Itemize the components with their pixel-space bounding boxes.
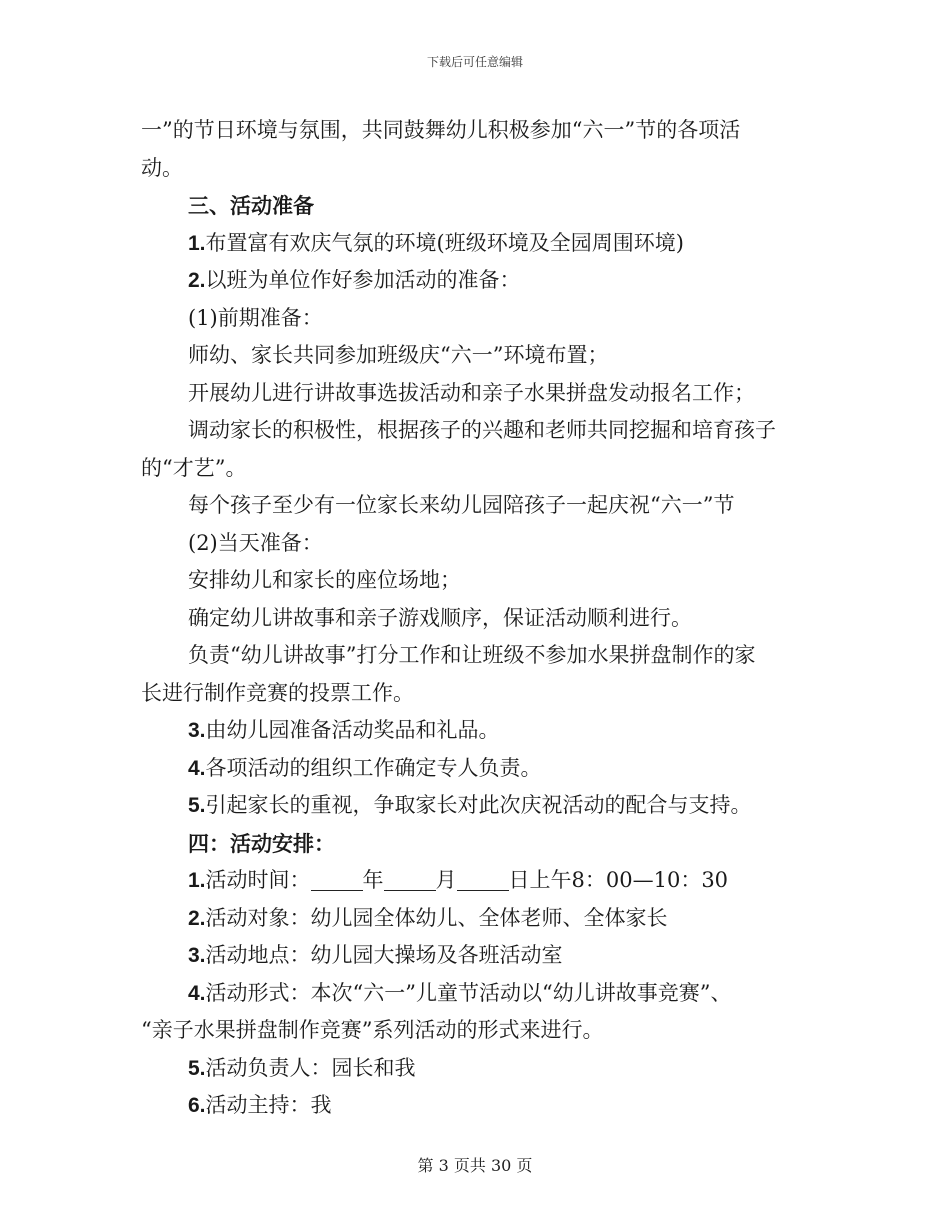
fill-in-blank bbox=[457, 868, 509, 891]
list-item bbox=[141, 900, 807, 938]
item-number: 2. bbox=[188, 269, 206, 292]
fill-in-blank bbox=[311, 868, 363, 891]
list-item bbox=[141, 1050, 807, 1088]
item-number: 3. bbox=[188, 719, 206, 742]
item-text: 活动负责人：园长和我 bbox=[205, 1055, 416, 1080]
item-text: 年 bbox=[362, 868, 384, 892]
page-footer: 第 3 页共 30 页 bbox=[417, 1156, 533, 1175]
list-item bbox=[141, 937, 807, 975]
list-item bbox=[141, 750, 807, 788]
list-item bbox=[141, 787, 807, 825]
section-heading: 三、活动准备 bbox=[188, 193, 314, 218]
item-number: 4. bbox=[188, 756, 206, 780]
item-text: 各项活动的组织工作确定专人负责。 bbox=[205, 755, 542, 780]
paragraph-line: 每个孩子至少有一位家长来幼儿园陪孩子一起庆祝“六一”节 bbox=[188, 493, 735, 517]
item-number: 2. bbox=[188, 906, 206, 930]
paragraph-line: 开展幼儿进行讲故事选拔活动和亲子水果拼盘发动报名工作； bbox=[188, 380, 755, 405]
subsection-heading: (1)前期准备： bbox=[188, 305, 323, 330]
item-text: 活动主持：我 bbox=[205, 1093, 332, 1117]
item-text: 月 bbox=[435, 868, 457, 892]
item-text: 引起家长的重视，争取家长对此次庆祝活动的配合与支持。 bbox=[205, 793, 752, 817]
item-text: 由幼儿园准备活动奖品和礼品。 bbox=[205, 718, 500, 742]
document-body bbox=[141, 112, 807, 1125]
item-number: 6. bbox=[188, 1094, 206, 1117]
item-text: 以班为单位作好参加活动的准备： bbox=[205, 268, 521, 292]
item-text: 日上午8：00—10：30 bbox=[508, 868, 729, 892]
list-item bbox=[141, 862, 807, 900]
item-text: 活动地点：幼儿园大操场及各班活动室 bbox=[205, 943, 563, 967]
list-item bbox=[141, 225, 807, 263]
paragraph-line: 动。 bbox=[141, 155, 183, 180]
item-number: 5. bbox=[188, 794, 206, 817]
list-item bbox=[141, 975, 807, 1013]
list-item bbox=[141, 262, 807, 300]
fill-in-blank bbox=[384, 868, 436, 891]
list-item bbox=[141, 1087, 807, 1125]
item-text: 活动时间： bbox=[205, 868, 311, 892]
list-item bbox=[141, 712, 807, 750]
item-text: 活动形式：本次“六一”儿童节活动以“幼儿讲故事竞赛”、 bbox=[205, 980, 732, 1005]
paragraph-line: 师幼、家长共同参加班级庆“六一”环境布置； bbox=[188, 343, 609, 367]
subsection-heading: (2)当天准备： bbox=[188, 530, 323, 555]
paragraph-line: “亲子水果拼盘制作竞赛”系列活动的形式来进行。 bbox=[141, 1018, 604, 1042]
item-number: 1. bbox=[188, 869, 206, 892]
page-header: 下载后可任意编辑 bbox=[426, 55, 523, 69]
item-number: 3. bbox=[188, 944, 206, 967]
item-number: 5. bbox=[188, 1056, 206, 1080]
paragraph-line: 负责“幼儿讲故事”打分工作和让班级不参加水果拼盘制作的家 bbox=[188, 643, 756, 667]
item-number: 4. bbox=[188, 981, 206, 1005]
paragraph-line: 确定幼儿讲故事和亲子游戏顺序，保证活动顺利进行。 bbox=[188, 605, 692, 630]
paragraph-line: 的“才艺”。 bbox=[141, 455, 247, 480]
item-text: 布置富有欢庆气氛的环境(班级环境及全园周围环境) bbox=[205, 230, 684, 255]
item-text: 活动对象：幼儿园全体幼儿、全体老师、全体家长 bbox=[205, 905, 668, 930]
paragraph-line: 安排幼儿和家长的座位场地； bbox=[188, 568, 461, 592]
paragraph-line: 调动家长的积极性，根据孩子的兴趣和老师共同挖掘和培育孩子 bbox=[188, 418, 776, 442]
section-heading: 四：活动安排： bbox=[188, 830, 335, 856]
paragraph-line: 一”的节日环境与氛围，共同鼓舞幼儿积极参加“六一”节的各项活 bbox=[141, 118, 741, 142]
paragraph-line: 长进行制作竞赛的投票工作。 bbox=[141, 680, 414, 705]
item-number: 1. bbox=[188, 231, 206, 255]
